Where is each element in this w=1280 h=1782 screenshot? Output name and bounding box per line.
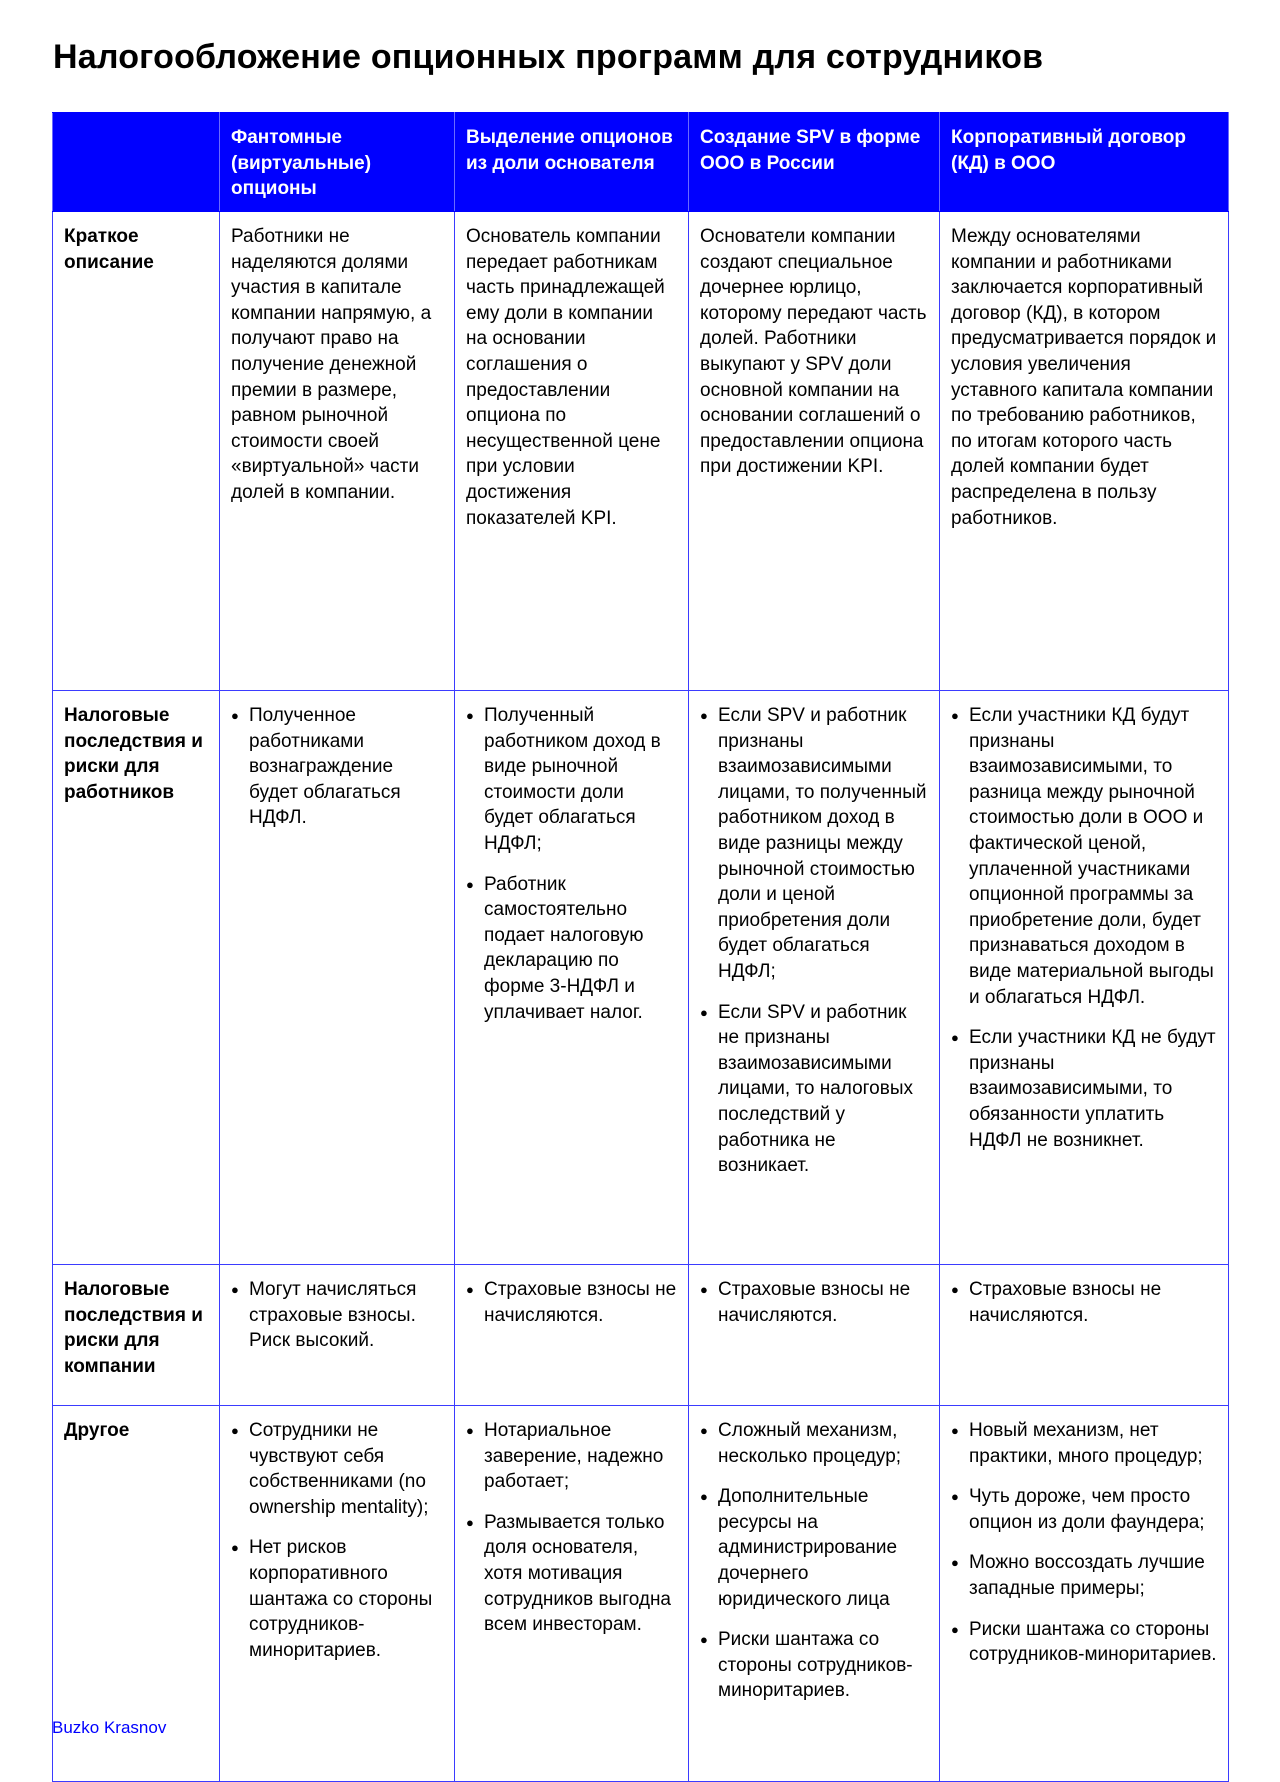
row-header: Краткое описание xyxy=(53,212,220,691)
cell-text: Работники не наделяются долями участия в капитале компании напрямую, а получают право на получение денежной премии в размере, равном рыночной стоимости своей «виртуальной» части долей в компании. xyxy=(231,226,432,503)
row-short-description xyxy=(53,212,1229,691)
table-cell xyxy=(455,1265,689,1406)
bullet-item: ● Чуть дороже, чем просто опцион из доли фаундера; xyxy=(951,1484,1217,1535)
bullet-item: ● Если участники КД будут признаны взаимозависимыми, то разница между рыночной стоимостью доли в ООО и фактической ценой, уплаченной участниками опционной программы за приобретение доли, будет признаваться доходом в виде материальной выгоды и облагаться НДФЛ. xyxy=(951,703,1217,1010)
bullet-item: ● Если SPV и работник признаны взаимозависимыми лицами, то полученный работником доход в виде разницы между рыночной стоимостью доли и ценой приобретения доли будет облагаться НДФЛ; xyxy=(700,703,928,985)
bullet-item: ● Можно воссоздать лучшие западные примеры; xyxy=(951,1550,1217,1601)
bullet-item: ● Нет рисков корпоративного шантажа со стороны сотрудников-миноритариев. xyxy=(231,1535,443,1663)
table-cell xyxy=(220,212,455,691)
bullet-item: ● Сотрудники не чувствуют себя собственниками (no ownership mentality); xyxy=(231,1418,443,1520)
bullet-item: ● Страховые взносы не начисляются. xyxy=(466,1277,677,1328)
table-cell xyxy=(689,212,940,691)
cell-text: Между основателями компании и работниками заключается корпоративный договор (КД), в котором предусматривается порядок и условия увеличения уставного капитала компании по требованию работников, по итогам которого часть долей компании будет распределена в пользу работников. xyxy=(951,226,1217,529)
table-cell xyxy=(940,1265,1229,1406)
row-header: Другое xyxy=(53,1406,220,1782)
cell-text: Основатель компании передает работникам часть принадлежащей ему доли в компании на основании соглашения о предоставлении опциона по несущественной цене при условии достижения показателей KPI. xyxy=(466,226,665,529)
row-header: Налоговые последствия и риски для работников xyxy=(53,691,220,1265)
bullet-list xyxy=(951,703,1217,1153)
bullet-list xyxy=(466,1277,677,1328)
table-cell xyxy=(689,1406,940,1782)
bullet-list xyxy=(951,1277,1217,1328)
bullet-item: ● Страховые взносы не начисляются. xyxy=(951,1277,1217,1328)
table-cell xyxy=(220,1406,455,1782)
column-header-phantom-options: Фантомные (виртуальные) опционы xyxy=(220,113,455,212)
bullet-item: ● Работник самостоятельно подает налоговую декларацию по форме 3-НДФЛ и уплачивает налог. xyxy=(466,872,677,1026)
bullet-list xyxy=(231,1418,443,1663)
bullet-item: ● Нотариальное заверение, надежно работает; xyxy=(466,1418,677,1495)
bullet-list xyxy=(951,1418,1217,1668)
bullet-item: ● Страховые взносы не начисляются. xyxy=(700,1277,928,1328)
column-header-empty xyxy=(53,113,220,212)
row-header: Налоговые последствия и риски для компании xyxy=(53,1265,220,1406)
footer-brand: Buzko Krasnov xyxy=(52,1718,167,1737)
bullet-list xyxy=(700,1277,928,1328)
bullet-list xyxy=(700,1418,928,1704)
bullet-item: ● Риски шантажа со стороны сотрудников-миноритариев. xyxy=(700,1627,928,1704)
column-header-corporate-agreement: Корпоративный договор (КД) в ООО xyxy=(940,113,1229,212)
bullet-item: ● Полученное работниками вознаграждение будет облагаться НДФЛ. xyxy=(231,703,443,831)
bullet-list xyxy=(700,703,928,1179)
bullet-item: ● Полученный работником доход в виде рыночной стоимости доли будет облагаться НДФЛ; xyxy=(466,703,677,857)
table-cell xyxy=(940,691,1229,1265)
table-cell xyxy=(455,212,689,691)
bullet-item: ● Размывается только доля основателя, хотя мотивация сотрудников выгодна всем инвесторам. xyxy=(466,1510,677,1638)
bullet-list xyxy=(231,703,443,831)
bullet-item: ● Новый механизм, нет практики, много процедур; xyxy=(951,1418,1217,1469)
bullet-item: ● Дополнительные ресурсы на администрирование дочернего юридического лица xyxy=(700,1484,928,1612)
table-cell xyxy=(455,691,689,1265)
row-other xyxy=(53,1406,1229,1782)
table-cell xyxy=(455,1406,689,1782)
table-cell xyxy=(940,212,1229,691)
row-tax-risks-employees xyxy=(53,691,1229,1265)
header-row xyxy=(53,113,1229,212)
bullet-list xyxy=(231,1277,443,1354)
bullet-item: ● Если участники КД не будут признаны взаимозависимыми, то обязанности уплатить НДФЛ не возникнет. xyxy=(951,1025,1217,1153)
bullet-item: ● Риски шантажа со стороны сотрудников-миноритариев. xyxy=(951,1617,1217,1668)
table-cell xyxy=(689,691,940,1265)
table-cell xyxy=(220,691,455,1265)
bullet-list xyxy=(466,703,677,1025)
bullet-item: ● Сложный механизм, несколько процедур; xyxy=(700,1418,928,1469)
bullet-list xyxy=(466,1418,677,1638)
bullet-item: ● Если SPV и работник не признаны взаимозависимыми лицами, то налоговых последствий у работника не возникает. xyxy=(700,1000,928,1179)
cell-text: Основатели компании создают специальное дочернее юрлицо, которому передают часть долей. Работники выкупают у SPV доли основной компании на основании соглашений о предоставлении опциона при достижении KPI. xyxy=(700,226,927,478)
table-cell xyxy=(220,1265,455,1406)
column-header-founder-share-options: Выделение опционов из доли основателя xyxy=(455,113,689,212)
comparison-table xyxy=(52,112,1229,1782)
row-tax-risks-company xyxy=(53,1265,1229,1406)
page-title: Налогообложение опционных программ для сотрудников xyxy=(53,38,1044,76)
bullet-item: ● Могут начисляться страховые взносы. Риск высокий. xyxy=(231,1277,443,1354)
table-cell xyxy=(689,1265,940,1406)
column-header-spv-llc: Создание SPV в форме ООО в России xyxy=(689,113,940,212)
table-cell xyxy=(940,1406,1229,1782)
